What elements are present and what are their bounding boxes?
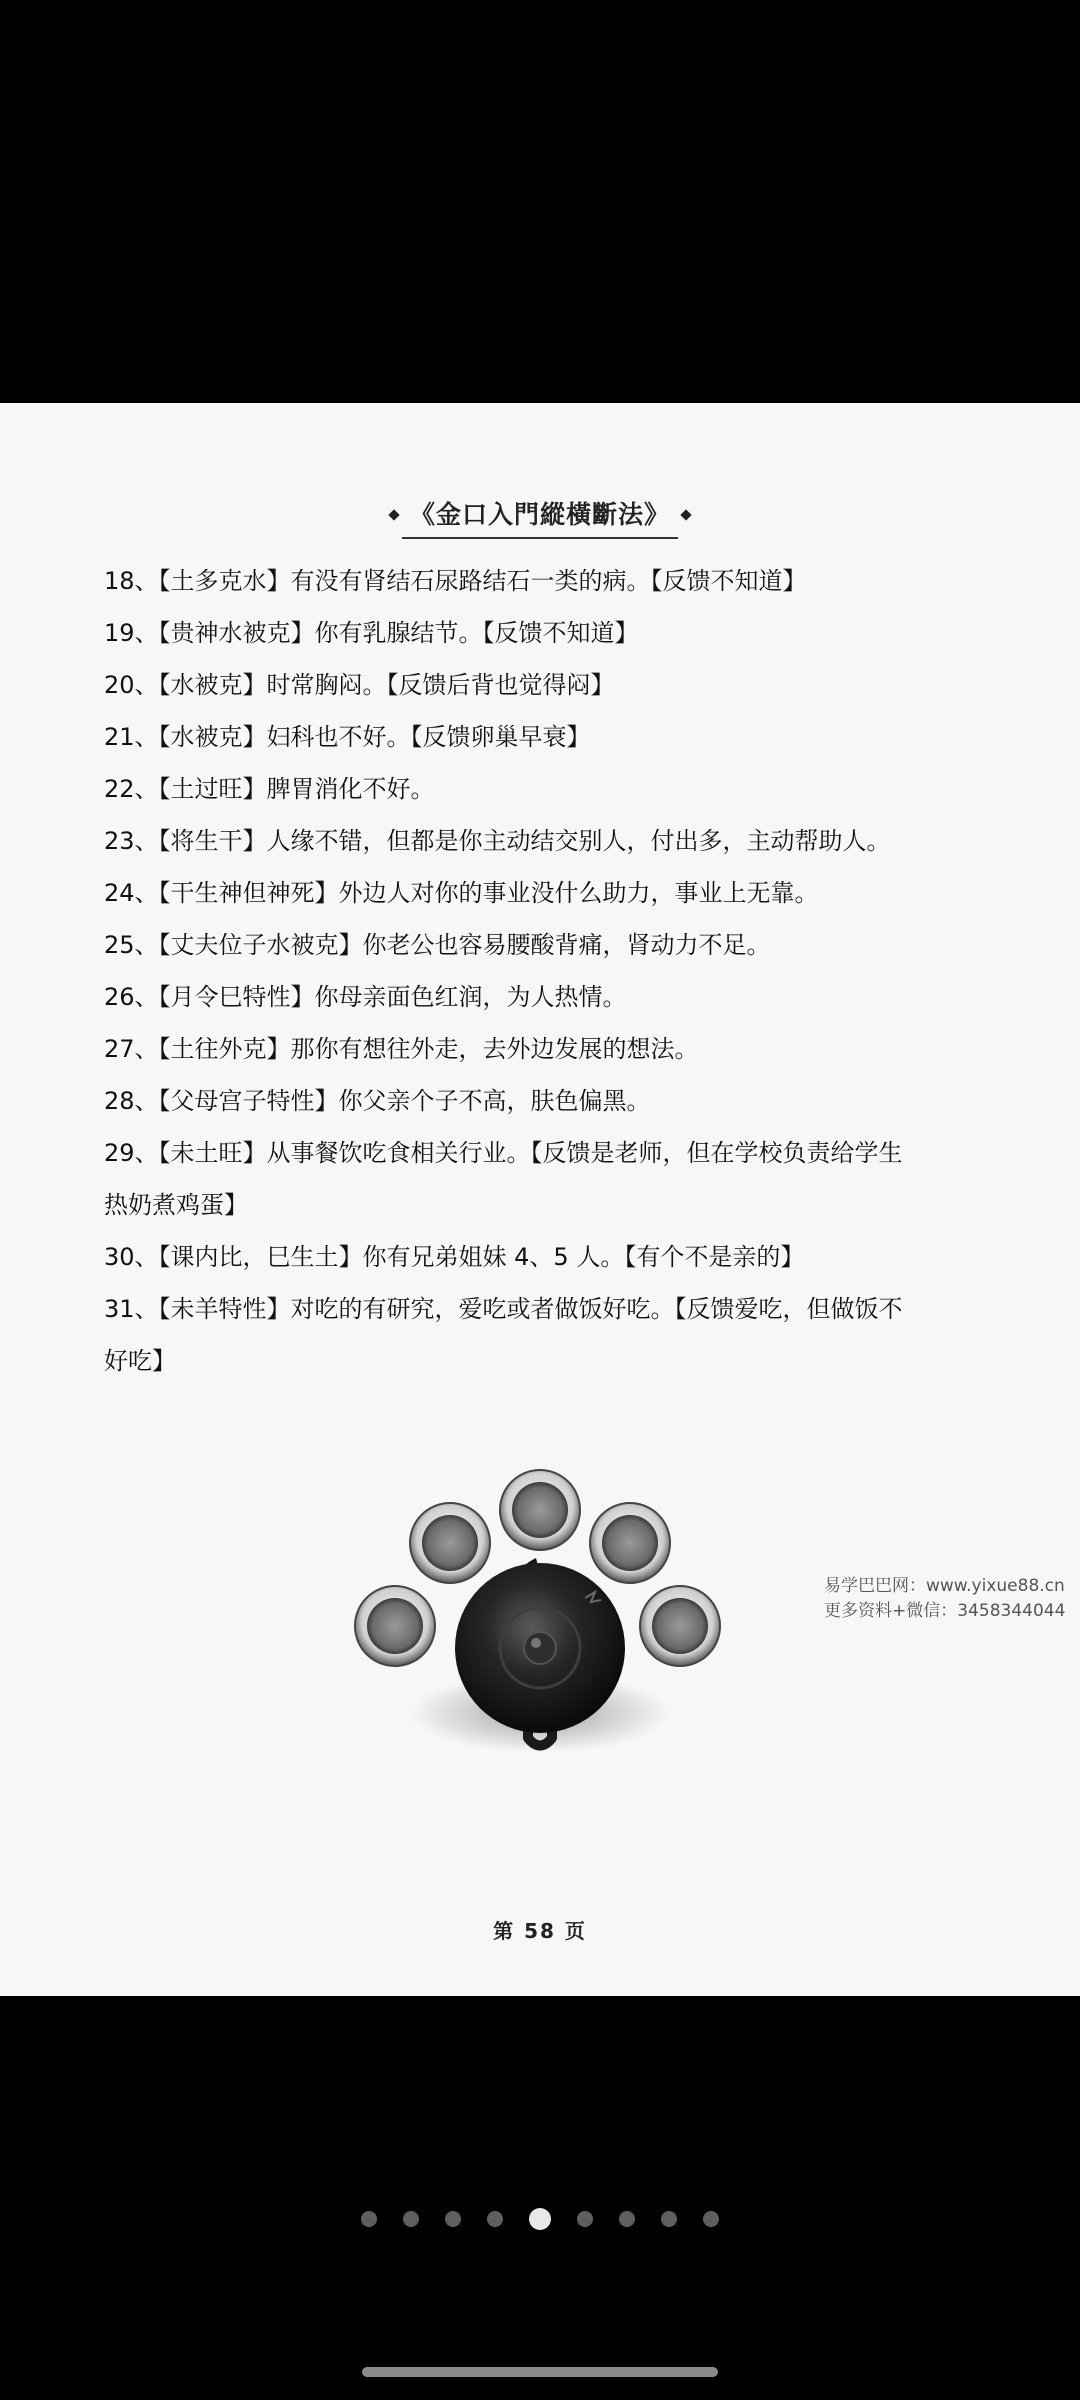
header-ornament-right	[680, 509, 691, 520]
page-indicator	[0, 2211, 1080, 2230]
tea-cup-icon	[590, 1503, 670, 1583]
entry-text-continuation: 好吃】	[104, 1347, 176, 1375]
list-item	[104, 1283, 984, 1387]
entry-text-continuation: 热奶煮鸡蛋】	[104, 1191, 248, 1219]
page-header	[0, 495, 1080, 531]
page-dot[interactable]	[619, 2211, 635, 2227]
list-item	[104, 555, 984, 607]
home-indicator[interactable]	[362, 2367, 718, 2377]
watermark-line-contact: 更多资料+微信：3458344044	[824, 1601, 1066, 1621]
document-page[interactable]	[0, 403, 1080, 1996]
entry-list	[104, 555, 984, 1387]
list-item	[104, 867, 984, 919]
header-ornament-left	[388, 509, 399, 520]
entry-text: 25、【丈夫位子水被克】你老公也容易腰酸背痛，肾动力不足。	[104, 931, 771, 959]
header-frame	[384, 495, 696, 531]
entry-text: 18、【土多克水】有没有肾结石尿路结石一类的病。【反馈不知道】	[104, 567, 807, 595]
teapot-with-cups-icon	[340, 1448, 740, 1808]
entry-text: 30、【课内比，巳生土】你有兄弟姐妹 4、5 人。【有个不是亲的】	[104, 1243, 805, 1271]
header-underline	[402, 537, 678, 539]
entry-text: 29、【未土旺】从事餐饮吃食相关行业。【反馈是老师，但在学校负责给学生	[104, 1139, 903, 1167]
page-dot[interactable]	[445, 2211, 461, 2227]
entry-text: 26、【月令巳特性】你母亲面色红润，为人热情。	[104, 983, 627, 1011]
watermark-line-site: 易学巴巴网：www.yixue88.cn	[824, 1576, 1065, 1596]
page-dot[interactable]	[577, 2211, 593, 2227]
tea-cup-icon	[410, 1503, 490, 1583]
page-dot-active[interactable]	[529, 2208, 551, 2230]
list-item	[104, 607, 984, 659]
list-item	[104, 919, 984, 971]
book-title: 《金口入門縱橫斷法》	[409, 500, 670, 529]
list-item	[104, 971, 984, 1023]
entry-text: 22、【土过旺】脾胃消化不好。	[104, 775, 435, 803]
entry-text: 31、【未羊特性】对吃的有研究，爱吃或者做饭好吃。【反馈爱吃，但做饭不	[104, 1295, 903, 1323]
page-dot[interactable]	[703, 2211, 719, 2227]
list-item	[104, 1127, 984, 1231]
page-dot[interactable]	[403, 2211, 419, 2227]
entry-text: 28、【父母宫子特性】你父亲个子不高，肤色偏黑。	[104, 1087, 651, 1115]
entry-text: 24、【干生神但神死】外边人对你的事业没什么助力，事业上无靠。	[104, 879, 819, 907]
entry-text: 20、【水被克】时常胸闷。【反馈后背也觉得闷】	[104, 671, 615, 699]
tea-cup-icon	[640, 1586, 720, 1666]
entry-text: 19、【贵神水被克】你有乳腺结节。【反馈不知道】	[104, 619, 639, 647]
tea-cup-icon	[500, 1470, 580, 1550]
page-dot[interactable]	[361, 2211, 377, 2227]
list-item	[104, 763, 984, 815]
entry-text: 27、【土往外克】那你有想往外走，去外边发展的想法。	[104, 1035, 699, 1063]
list-item	[104, 1075, 984, 1127]
list-item	[104, 1023, 984, 1075]
tea-cup-icon	[355, 1586, 435, 1666]
list-item	[104, 711, 984, 763]
page-dot[interactable]	[661, 2211, 677, 2227]
watermark	[824, 1574, 1065, 1624]
list-item	[104, 659, 984, 711]
list-item	[104, 815, 984, 867]
entry-text: 23、【将生干】人缘不错，但都是你主动结交别人，付出多，主动帮助人。	[104, 827, 891, 855]
entry-text: 21、【水被克】妇科也不好。【反馈卵巢早衰】	[104, 723, 591, 751]
page-dot[interactable]	[487, 2211, 503, 2227]
page-number: 第 58 页	[493, 1919, 587, 1943]
list-item	[104, 1231, 984, 1283]
